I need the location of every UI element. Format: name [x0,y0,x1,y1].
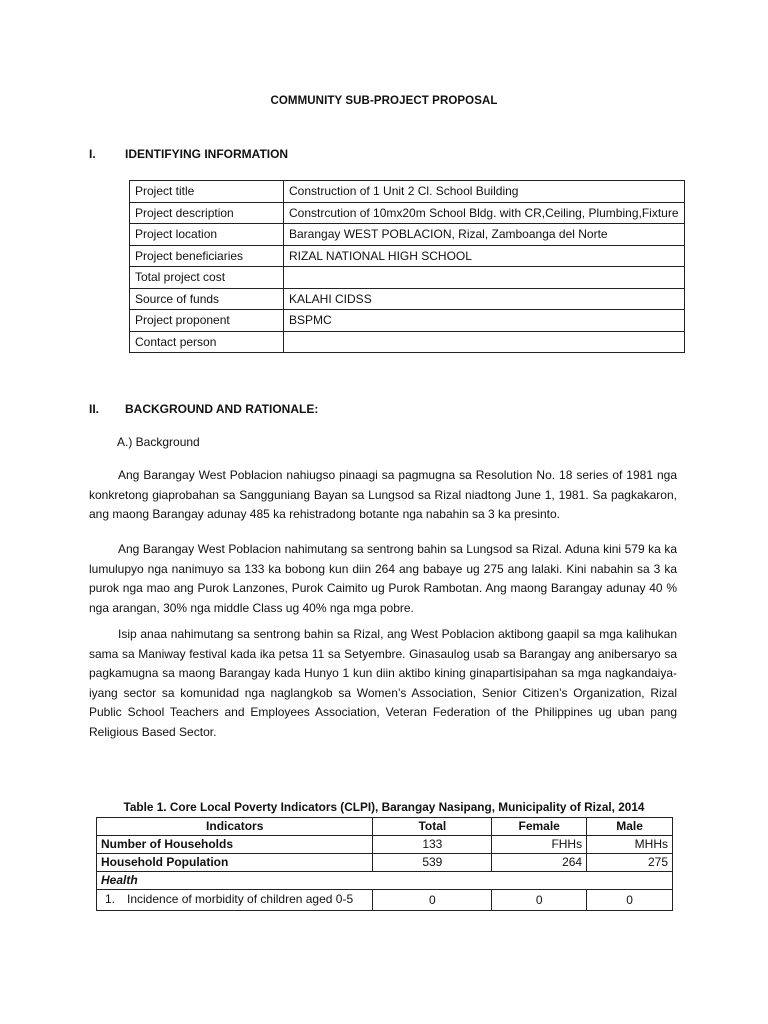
identifying-information-table [129,180,685,353]
table-caption: Table 1. Core Local Poverty Indicators (CLPI), Barangay Nasipang, Municipality of Rizal, 2014 [123,800,645,814]
poverty-indicators-table [96,817,673,911]
row-label: Project location [130,224,284,246]
section-heading: IDENTIFYING INFORMATION [125,147,289,161]
table-row [97,872,673,890]
male-cell: 0 [587,890,673,911]
row-value: Constrcution of 10mx20m School Bldg. with CR,Ceiling, Plumbing,Fixture [284,202,685,224]
table-row [130,245,685,267]
table-row [130,202,685,224]
row-label: Project proponent [130,310,284,332]
paragraph-history: Ang Barangay West Poblacion nahiugso pinaagi sa pagmugna sa Resolution No. 18 series of 1981 nga konkretong giaprobahan sa Sangguniang Bayan sa Lungsod sa Rizal niadtong June 1, 1981. Sa pagkakaron, ang maong Barangay adunay 485 ka rehistradong botante nga nabahin sa 3 ka presinto. [89,468,677,521]
female-cell: 264 [492,854,587,872]
row-label: Source of funds [130,288,284,310]
table-row [97,890,673,911]
item-text: Incidence of morbidity of children aged 0-5 [127,892,354,906]
row-value: RIZAL NATIONAL HIGH SCHOOL [284,245,685,267]
row-value: KALAHI CIDSS [284,288,685,310]
table-row [130,267,685,289]
row-label: Project description [130,202,284,224]
column-header: Total [373,818,492,836]
column-header: Male [587,818,673,836]
female-cell: FHHs [492,836,587,854]
numbered-item [105,890,364,908]
row-value: Construction of 1 Unit 2 Cl. School Building [284,181,685,203]
row-value: Barangay WEST POBLACION, Rizal, Zamboanga del Norte [284,224,685,246]
table-header-row [97,818,673,836]
indicator-label [97,890,373,911]
paragraph-activities: Isip anaa nahimutang sa sentrong bahin sa Rizal, ang West Poblacion aktibong gaapil sa mga kalihukan sama sa Maniway festival kada ika petsa 11 sa Setyembre. Ginasaulog usab sa Barangay ang anibersaryo sa pagkamugna sa maong Barangay kada Hunyo 1 kun diin aktibo kining ginapartisipahan sa mga nagkandaiya-iyang sector sa komunidad nga naglangkob sa Women’s Association, Senior Citizen’s Organization, Rizal Public School Teachers and Employees Association, Veteran Federation of the Philippines ug uban pang Religious Based Sector. [89,627,677,739]
row-label: Project beneficiaries [130,245,284,267]
male-cell: 275 [587,854,673,872]
female-cell: 0 [492,890,587,911]
item-number: 1. [105,892,116,906]
column-header: Indicators [97,818,373,836]
total-cell: 133 [373,836,492,854]
row-value [284,267,685,289]
total-cell: 0 [373,890,492,911]
document-title: COMMUNITY SUB-PROJECT PROPOSAL [270,95,498,107]
section-heading: BACKGROUND AND RATIONALE: [125,402,319,416]
section-number: II. [89,402,100,416]
table-row [130,310,685,332]
indicator-label: Household Population [97,854,373,872]
row-value: BSPMC [284,310,685,332]
paragraph-location: Ang Barangay West Poblacion nahimutang sa sentrong bahin sa Lungsod sa Rizal. Aduna kini 579 ka ka lumulupyo nga nanimuyo sa 133 ka bobong kun diin 264 ang babaye ug 275 ang lalaki. Kini nabahin sa 3 ka purok nga mao ang Purok Lanzones, Purok Caimito ug Purok Rambotan. Ang maong Barangay adunay 40 % nga arangan, 30% nga middle Class ug 40% nga mga pobre. [89,542,677,615]
male-cell: MHHs [587,836,673,854]
section-background-rationale [89,402,318,416]
table-row [97,854,673,872]
table-row [130,331,685,353]
table-row [130,288,685,310]
table-row [130,181,685,203]
table-row [97,836,673,854]
row-label: Contact person [130,331,284,353]
column-header: Female [492,818,587,836]
section-identifying-information [89,147,288,161]
subsection-background-heading: A.) Background [117,435,200,449]
row-label: Project title [130,181,284,203]
row-label: Total project cost [130,267,284,289]
total-cell: 539 [373,854,492,872]
row-value [284,331,685,353]
section-number: I. [89,147,96,161]
indicator-label: Number of Households [97,836,373,854]
table-row [130,224,685,246]
category-label-health: Health [97,872,673,890]
